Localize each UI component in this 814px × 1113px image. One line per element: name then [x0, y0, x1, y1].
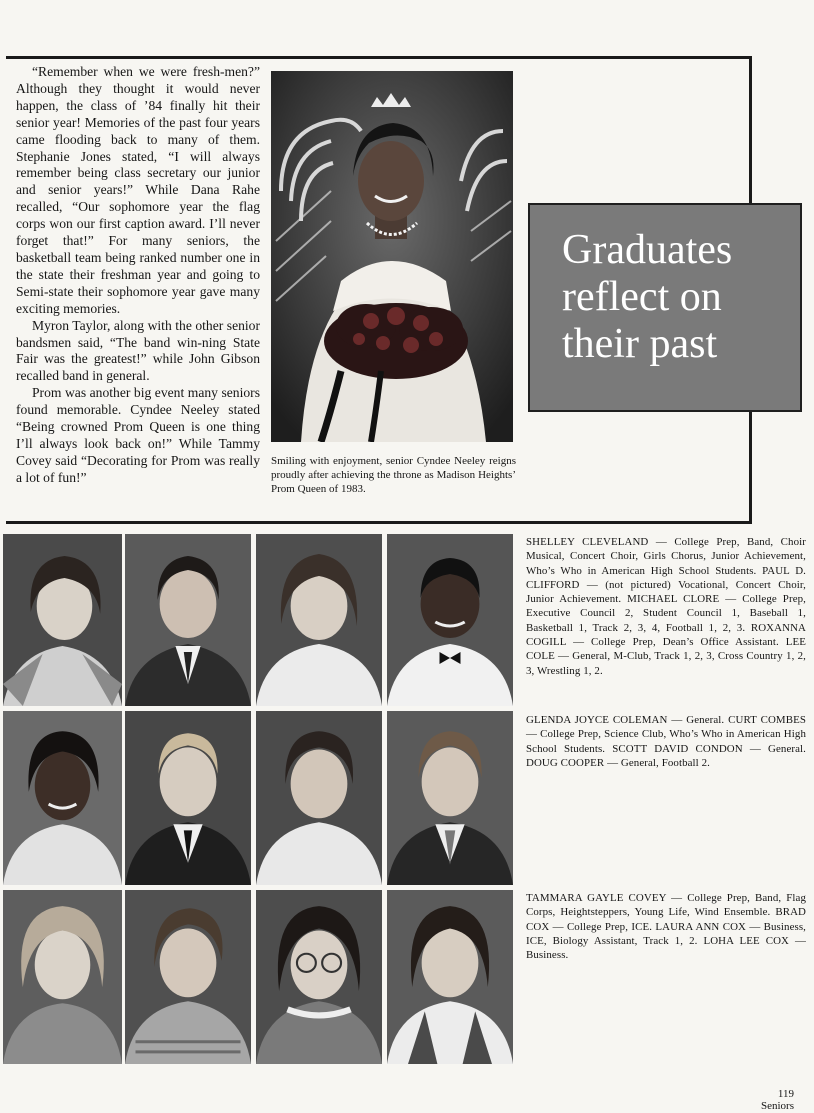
section-label: Seniors — [761, 1100, 794, 1112]
portrait-michael-clore — [256, 534, 382, 706]
headline-box — [528, 203, 802, 412]
headline-line-3: their past — [562, 321, 718, 367]
story-paragraph-3: Prom was another big event many seniors found memorable. Cyndee Neeley stated “Being crowned Prom Queen is one thing I’ll always look back on!” While Tammy Covey said “Decorating for Prom was really a lot of fun!” — [16, 385, 260, 485]
portrait-laura-cox — [256, 890, 382, 1064]
prom-queen-photo — [271, 71, 513, 442]
page-number: 119 — [777, 1088, 794, 1100]
story-paragraph-1: “Remember when we were fresh-men?” Although they thought it would never happen, the class of ’84 finally hit their senior year! Memories of the past four years came flooding back to many of them. Stephanie Jones stated, “I will always remember being class secretary our junior and senior years!” While Dana Rahe recalled, “Our sophomore year the flag corps won our first caption award. I’ll never forget that!” For many seniors, the basketball team being ranked number one in the state their freshman year and going to Semi-state their sophomore year gave many exciting memories. — [16, 64, 260, 316]
photo-caption: Smiling with enjoyment, senior Cyndee Neeley reigns proudly after achieving the throne as Madison Heights’ Prom Queen of 1983. — [271, 455, 516, 495]
story-paragraph-2: Myron Taylor, along with the other senior bandsmen said, “The band win-ning State Fair was the greatest!” while John Gibson recalled band in general. — [16, 317, 260, 384]
portrait-roxanna-cogill — [387, 534, 513, 706]
portrait-scott-condon — [256, 711, 382, 885]
names-block-2: GLENDA JOYCE COLEMAN — General. CURT COMBES — College Prep, Science Club, Who’s Who in American High School Students. SCOTT DAVID CONDON — General. DOUG COOPER — General, Football 2. — [526, 714, 806, 769]
names-block-1: SHELLEY CLEVELAND — College Prep, Band, Choir Musical, Concert Choir, Girls Chorus, Junior Achievement, Who’s Who in American High School Students. PAUL D. CLIFFORD — (not pictured) Vocational, Concert Choir, Junior Achievement. MICHAEL CLORE — College Prep, Executive Council 2, Student Council 1, Baseball 1, Basketball 1, Track 2, 3, 4, Football 1, 2, 3. ROXANNA COGILL — College Prep, Dean’s Office Assistant. LEE COLE — General, M-Club, Track 1, 2, 3, Cross Country 1, 2, 3, Wrestling 1, 2. — [526, 536, 806, 677]
portrait-tammara-covey — [3, 890, 122, 1064]
portrait-shelley-cleveland — [3, 534, 122, 706]
folio — [761, 1088, 794, 1112]
portrait-doug-cooper — [387, 711, 513, 885]
portrait-paul-clifford — [125, 534, 251, 706]
portrait-curt-combes — [125, 711, 251, 885]
portrait-glenda-coleman — [3, 711, 122, 885]
portrait-brad-cox — [125, 890, 251, 1064]
portrait-loha-cox — [387, 890, 513, 1064]
headline-line-1: Graduates — [562, 227, 733, 273]
names-block-3: TAMMARA GAYLE COVEY — College Prep, Band, Flag Corps, Heightsteppers, Young Life, Wind Ensemble. BRAD COX — College Prep, ICE. LAURA ANN COX — Business, ICE, Biology Assistant, Track 1, 2. LOHA LEE COX — Business. — [526, 892, 806, 962]
headline-line-2: reflect on — [562, 274, 722, 320]
story-text — [16, 64, 260, 487]
